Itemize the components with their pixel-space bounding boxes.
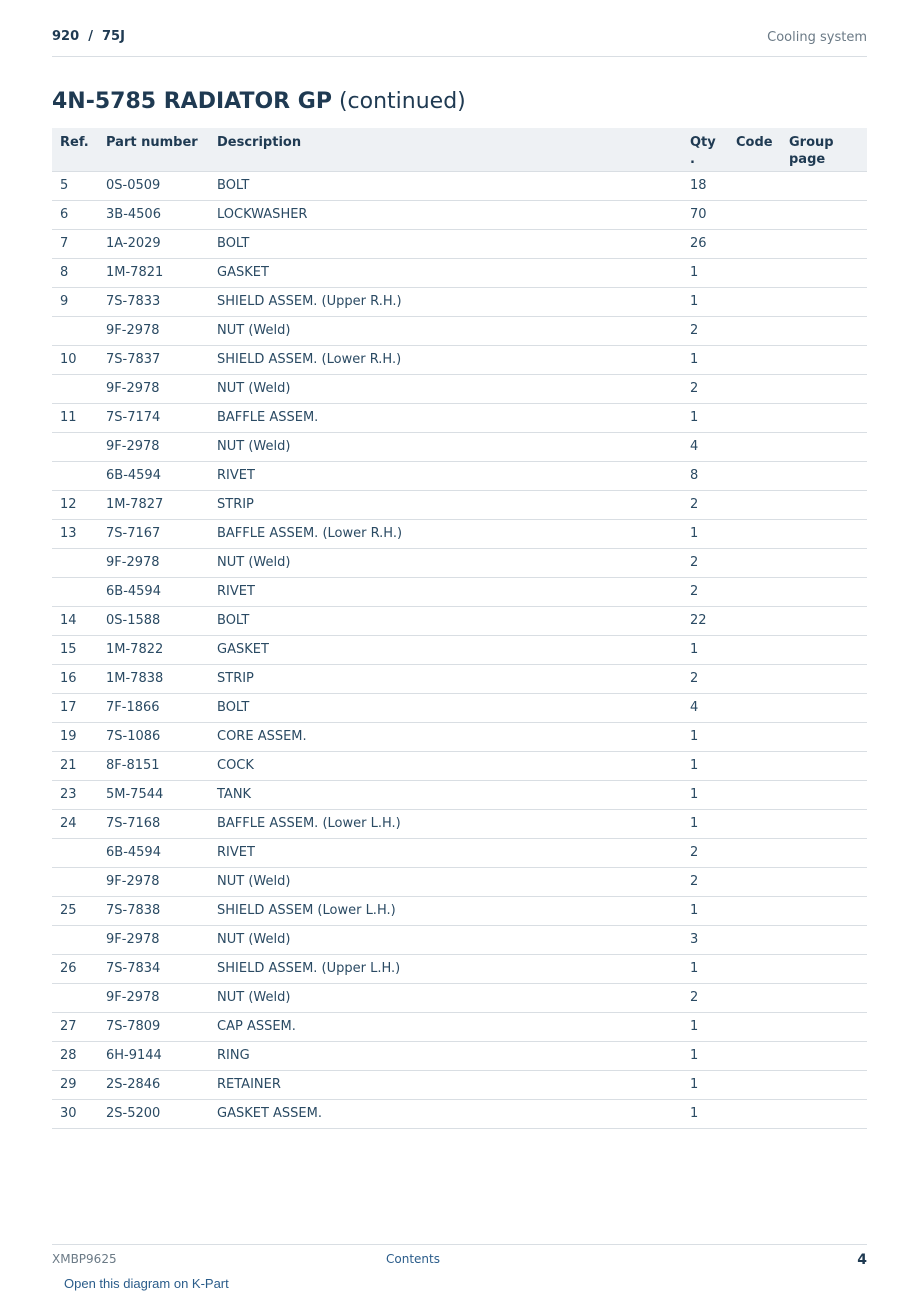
col-header-code: Code xyxy=(736,128,789,171)
cell-ref: 26 xyxy=(52,954,106,983)
cell-ref: 7 xyxy=(52,229,106,258)
table-row xyxy=(52,1012,867,1041)
cell-qty: 1 xyxy=(690,403,736,432)
table-row xyxy=(52,374,867,403)
table-row xyxy=(52,983,867,1012)
page-number: 4 xyxy=(857,1252,867,1268)
cell-code xyxy=(736,461,789,490)
cell-ref: 10 xyxy=(52,345,106,374)
cell-qty: 2 xyxy=(690,490,736,519)
table-row xyxy=(52,519,867,548)
cell-description: CAP ASSEM. xyxy=(217,1012,690,1041)
cell-group-page xyxy=(789,345,867,374)
cell-part-number: 9F-2978 xyxy=(106,925,217,954)
page-title xyxy=(52,89,466,114)
table-row xyxy=(52,1041,867,1070)
cell-group-page xyxy=(789,258,867,287)
cell-code xyxy=(736,316,789,345)
cell-description: GASKET ASSEM. xyxy=(217,1099,690,1128)
cell-description: NUT (Weld) xyxy=(217,867,690,896)
cell-ref: 11 xyxy=(52,403,106,432)
cell-group-page xyxy=(789,519,867,548)
cell-part-number: 1M-7827 xyxy=(106,490,217,519)
cell-qty: 1 xyxy=(690,1041,736,1070)
cell-code xyxy=(736,403,789,432)
cell-description: COCK xyxy=(217,751,690,780)
cell-description: STRIP xyxy=(217,490,690,519)
cell-ref: 29 xyxy=(52,1070,106,1099)
cell-description: BOLT xyxy=(217,693,690,722)
cell-code xyxy=(736,1041,789,1070)
cell-description: LOCKWASHER xyxy=(217,200,690,229)
cell-part-number: 7S-7838 xyxy=(106,896,217,925)
table-row xyxy=(52,548,867,577)
cell-code xyxy=(736,519,789,548)
table-row xyxy=(52,229,867,258)
cell-part-number: 7S-7837 xyxy=(106,345,217,374)
cell-ref xyxy=(52,838,106,867)
cell-code xyxy=(736,548,789,577)
cell-code xyxy=(736,345,789,374)
cell-group-page xyxy=(789,229,867,258)
cell-part-number: 2S-2846 xyxy=(106,1070,217,1099)
table-row xyxy=(52,780,867,809)
cell-code xyxy=(736,171,789,200)
cell-part-number: 7F-1866 xyxy=(106,693,217,722)
cell-group-page xyxy=(789,1041,867,1070)
cell-part-number: 7S-7833 xyxy=(106,287,217,316)
cell-part-number: 0S-1588 xyxy=(106,606,217,635)
cell-qty: 1 xyxy=(690,1070,736,1099)
col-header-ref: Ref. xyxy=(52,128,106,171)
parts-table xyxy=(52,128,867,1129)
cell-code xyxy=(736,374,789,403)
cell-qty: 2 xyxy=(690,983,736,1012)
cell-description: NUT (Weld) xyxy=(217,374,690,403)
cell-description: NUT (Weld) xyxy=(217,548,690,577)
cell-qty: 2 xyxy=(690,374,736,403)
cell-code xyxy=(736,896,789,925)
cell-part-number: 1M-7838 xyxy=(106,664,217,693)
cell-group-page xyxy=(789,983,867,1012)
table-row xyxy=(52,1070,867,1099)
table-row xyxy=(52,925,867,954)
cell-ref: 16 xyxy=(52,664,106,693)
cell-code xyxy=(736,1012,789,1041)
cell-qty: 1 xyxy=(690,809,736,838)
cell-group-page xyxy=(789,1012,867,1041)
table-row xyxy=(52,954,867,983)
cell-qty: 1 xyxy=(690,722,736,751)
cell-ref xyxy=(52,316,106,345)
cell-part-number: 1M-7821 xyxy=(106,258,217,287)
cell-group-page xyxy=(789,751,867,780)
cell-qty: 1 xyxy=(690,258,736,287)
cell-ref: 14 xyxy=(52,606,106,635)
cell-description: NUT (Weld) xyxy=(217,432,690,461)
cell-part-number: 9F-2978 xyxy=(106,983,217,1012)
cell-ref xyxy=(52,374,106,403)
cell-ref: 25 xyxy=(52,896,106,925)
cell-description: NUT (Weld) xyxy=(217,316,690,345)
title-suffix: (continued) xyxy=(338,89,466,114)
table-row xyxy=(52,287,867,316)
cell-qty: 2 xyxy=(690,577,736,606)
cell-group-page xyxy=(789,809,867,838)
cell-qty: 3 xyxy=(690,925,736,954)
cell-description: GASKET xyxy=(217,635,690,664)
cell-description: RIVET xyxy=(217,838,690,867)
cell-ref xyxy=(52,548,106,577)
cell-qty: 22 xyxy=(690,606,736,635)
cell-qty: 70 xyxy=(690,200,736,229)
col-header-description: Description xyxy=(217,128,690,171)
cell-group-page xyxy=(789,171,867,200)
cell-part-number: 0S-0509 xyxy=(106,171,217,200)
cell-qty: 1 xyxy=(690,780,736,809)
cell-ref: 6 xyxy=(52,200,106,229)
cell-code xyxy=(736,1099,789,1128)
cell-part-number: 7S-7809 xyxy=(106,1012,217,1041)
cell-ref xyxy=(52,577,106,606)
cell-part-number: 6B-4594 xyxy=(106,838,217,867)
cell-group-page xyxy=(789,693,867,722)
model-label: 920 / 75J xyxy=(52,29,125,44)
cell-code xyxy=(736,809,789,838)
cell-description: BOLT xyxy=(217,171,690,200)
cell-description: GASKET xyxy=(217,258,690,287)
cell-code xyxy=(736,664,789,693)
cell-group-page xyxy=(789,200,867,229)
table-row xyxy=(52,403,867,432)
table-row xyxy=(52,461,867,490)
cell-code xyxy=(736,722,789,751)
cell-group-page xyxy=(789,461,867,490)
cell-group-page xyxy=(789,664,867,693)
cell-part-number: 7S-7834 xyxy=(106,954,217,983)
cell-code xyxy=(736,867,789,896)
cell-group-page xyxy=(789,432,867,461)
table-row xyxy=(52,751,867,780)
cell-description: STRIP xyxy=(217,664,690,693)
cell-part-number: 9F-2978 xyxy=(106,374,217,403)
cell-ref: 15 xyxy=(52,635,106,664)
cell-code xyxy=(736,751,789,780)
table-row xyxy=(52,200,867,229)
cell-group-page xyxy=(789,722,867,751)
table-row xyxy=(52,1099,867,1128)
cell-part-number: 3B-4506 xyxy=(106,200,217,229)
cell-description: CORE ASSEM. xyxy=(217,722,690,751)
cell-qty: 2 xyxy=(690,664,736,693)
table-row xyxy=(52,693,867,722)
cell-code xyxy=(736,693,789,722)
cell-description: SHIELD ASSEM. (Lower R.H.) xyxy=(217,345,690,374)
title-main: 4N-5785 RADIATOR GP xyxy=(52,89,332,114)
cell-part-number: 9F-2978 xyxy=(106,867,217,896)
cell-part-number: 1M-7822 xyxy=(106,635,217,664)
cell-code xyxy=(736,229,789,258)
cell-part-number: 5M-7544 xyxy=(106,780,217,809)
cell-group-page xyxy=(789,287,867,316)
col-header-qty: Qty . xyxy=(690,128,736,171)
cell-qty: 18 xyxy=(690,171,736,200)
cell-code xyxy=(736,954,789,983)
table-row xyxy=(52,258,867,287)
cell-group-page xyxy=(789,548,867,577)
cell-description: RIVET xyxy=(217,461,690,490)
cell-group-page xyxy=(789,577,867,606)
table-row xyxy=(52,345,867,374)
col-header-group-page: Group page xyxy=(789,128,867,171)
contents-link[interactable]: Contents xyxy=(386,1252,440,1266)
cell-code xyxy=(736,925,789,954)
cell-group-page xyxy=(789,374,867,403)
cell-part-number: 6B-4594 xyxy=(106,461,217,490)
cell-code xyxy=(736,983,789,1012)
cell-ref: 5 xyxy=(52,171,106,200)
cell-ref: 24 xyxy=(52,809,106,838)
cell-part-number: 9F-2978 xyxy=(106,316,217,345)
cell-qty: 2 xyxy=(690,548,736,577)
cell-description: BAFFLE ASSEM. (Lower L.H.) xyxy=(217,809,690,838)
cell-ref xyxy=(52,432,106,461)
cell-qty: 4 xyxy=(690,693,736,722)
cell-code xyxy=(736,490,789,519)
cell-code xyxy=(736,258,789,287)
cell-description: SHIELD ASSEM. (Upper L.H.) xyxy=(217,954,690,983)
table-row xyxy=(52,722,867,751)
cell-ref: 13 xyxy=(52,519,106,548)
cell-group-page xyxy=(789,606,867,635)
cell-description: RETAINER xyxy=(217,1070,690,1099)
table-row xyxy=(52,577,867,606)
cell-code xyxy=(736,606,789,635)
cell-qty: 2 xyxy=(690,316,736,345)
table-row xyxy=(52,867,867,896)
cell-code xyxy=(736,432,789,461)
cell-group-page xyxy=(789,954,867,983)
cell-part-number: 7S-1086 xyxy=(106,722,217,751)
cell-description: BOLT xyxy=(217,606,690,635)
cell-part-number: 6H-9144 xyxy=(106,1041,217,1070)
cell-code xyxy=(736,577,789,606)
cell-description: BAFFLE ASSEM. xyxy=(217,403,690,432)
table-row xyxy=(52,635,867,664)
cell-ref xyxy=(52,925,106,954)
footer-divider xyxy=(52,1244,867,1245)
cell-part-number: 8F-8151 xyxy=(106,751,217,780)
cell-code xyxy=(736,780,789,809)
parts-table-body xyxy=(52,171,867,1128)
cell-ref: 8 xyxy=(52,258,106,287)
table-row xyxy=(52,606,867,635)
cell-group-page xyxy=(789,490,867,519)
cell-description: TANK xyxy=(217,780,690,809)
col-header-part-number: Part number xyxy=(106,128,217,171)
cell-group-page xyxy=(789,1070,867,1099)
table-row xyxy=(52,896,867,925)
cell-code xyxy=(736,287,789,316)
cell-qty: 8 xyxy=(690,461,736,490)
cell-description: RIVET xyxy=(217,577,690,606)
cell-code xyxy=(736,635,789,664)
cell-qty: 1 xyxy=(690,519,736,548)
cell-ref xyxy=(52,867,106,896)
cell-qty: 1 xyxy=(690,1099,736,1128)
cell-qty: 1 xyxy=(690,954,736,983)
cell-description: BOLT xyxy=(217,229,690,258)
table-row xyxy=(52,171,867,200)
cell-group-page xyxy=(789,403,867,432)
cell-description: NUT (Weld) xyxy=(217,983,690,1012)
cell-group-page xyxy=(789,925,867,954)
cell-group-page xyxy=(789,635,867,664)
cell-ref: 30 xyxy=(52,1099,106,1128)
cell-qty: 1 xyxy=(690,635,736,664)
cell-qty: 1 xyxy=(690,1012,736,1041)
cell-qty: 26 xyxy=(690,229,736,258)
cell-ref: 12 xyxy=(52,490,106,519)
table-row xyxy=(52,490,867,519)
cell-part-number: 9F-2978 xyxy=(106,432,217,461)
table-row xyxy=(52,664,867,693)
cell-part-number: 2S-5200 xyxy=(106,1099,217,1128)
table-row xyxy=(52,838,867,867)
cell-ref: 9 xyxy=(52,287,106,316)
cell-part-number: 7S-7174 xyxy=(106,403,217,432)
cell-code xyxy=(736,1070,789,1099)
cell-ref xyxy=(52,461,106,490)
cell-part-number: 7S-7167 xyxy=(106,519,217,548)
table-row xyxy=(52,809,867,838)
cell-description: SHIELD ASSEM. (Upper R.H.) xyxy=(217,287,690,316)
cell-ref: 27 xyxy=(52,1012,106,1041)
cell-description: NUT (Weld) xyxy=(217,925,690,954)
cell-qty: 2 xyxy=(690,867,736,896)
kpart-diagram-link[interactable]: Open this diagram on K-Part xyxy=(64,1276,229,1291)
cell-ref xyxy=(52,983,106,1012)
cell-part-number: 1A-2029 xyxy=(106,229,217,258)
cell-description: RING xyxy=(217,1041,690,1070)
doc-code: XMBP9625 xyxy=(52,1252,117,1266)
cell-part-number: 9F-2978 xyxy=(106,548,217,577)
cell-ref: 28 xyxy=(52,1041,106,1070)
cell-description: SHIELD ASSEM (Lower L.H.) xyxy=(217,896,690,925)
cell-group-page xyxy=(789,1099,867,1128)
cell-group-page xyxy=(789,896,867,925)
cell-code xyxy=(736,838,789,867)
cell-qty: 1 xyxy=(690,345,736,374)
section-label: Cooling system xyxy=(767,30,867,45)
cell-group-page xyxy=(789,838,867,867)
cell-group-page xyxy=(789,780,867,809)
cell-group-page xyxy=(789,316,867,345)
cell-qty: 1 xyxy=(690,896,736,925)
cell-qty: 1 xyxy=(690,751,736,780)
cell-qty: 4 xyxy=(690,432,736,461)
cell-part-number: 7S-7168 xyxy=(106,809,217,838)
cell-ref: 23 xyxy=(52,780,106,809)
page-header xyxy=(52,0,867,57)
cell-part-number: 6B-4594 xyxy=(106,577,217,606)
cell-ref: 19 xyxy=(52,722,106,751)
cell-description: BAFFLE ASSEM. (Lower R.H.) xyxy=(217,519,690,548)
cell-ref: 17 xyxy=(52,693,106,722)
table-header-row xyxy=(52,128,867,171)
cell-qty: 2 xyxy=(690,838,736,867)
cell-code xyxy=(736,200,789,229)
cell-group-page xyxy=(789,867,867,896)
cell-qty: 1 xyxy=(690,287,736,316)
cell-ref: 21 xyxy=(52,751,106,780)
table-row xyxy=(52,432,867,461)
table-row xyxy=(52,316,867,345)
